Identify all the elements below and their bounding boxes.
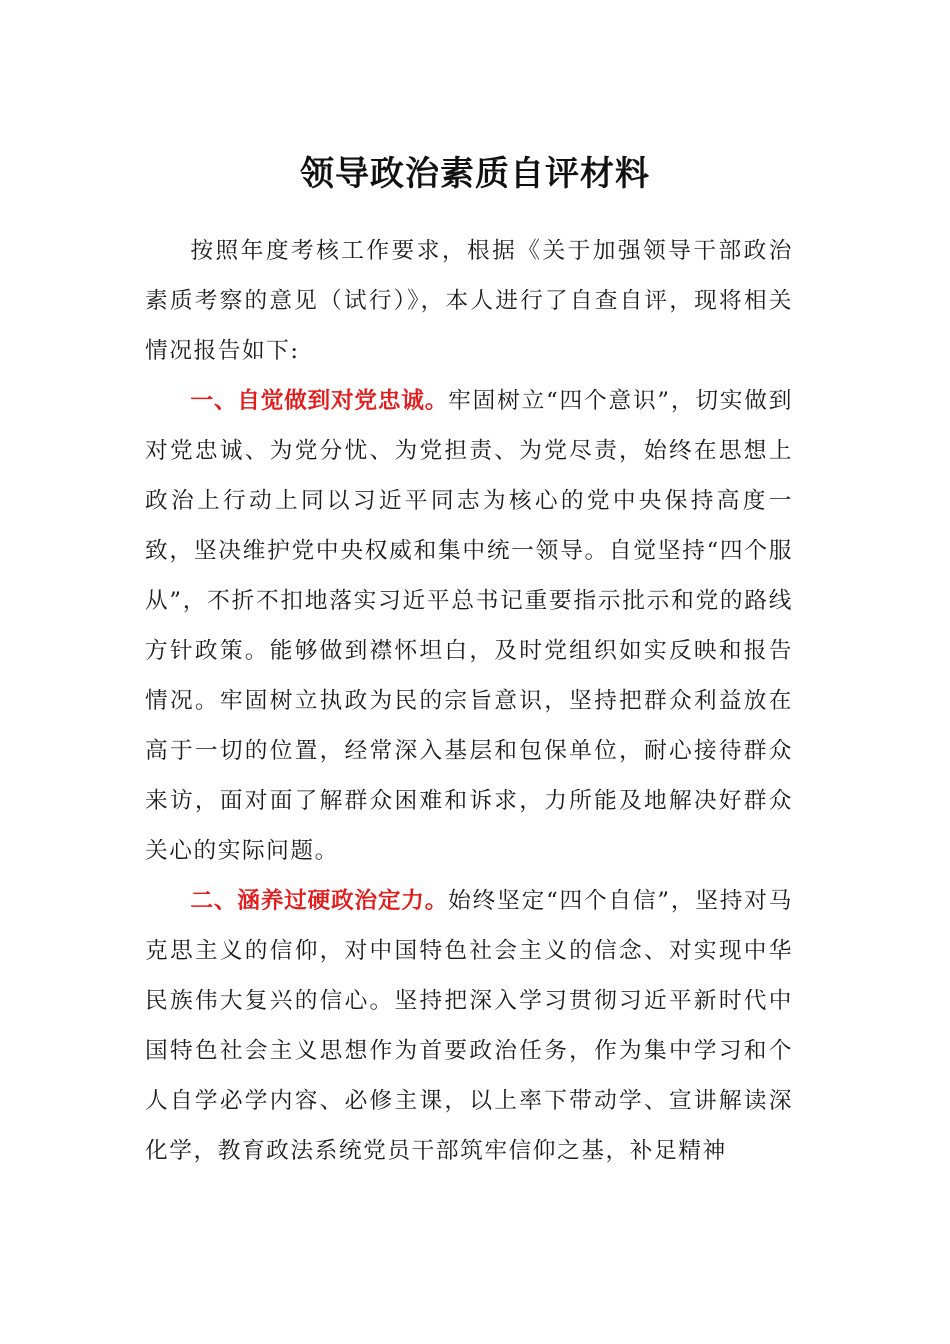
document-title: 领导政治素质自评材料 (300, 154, 650, 194)
document-body (145, 226, 793, 1176)
section-1-paragraph (145, 376, 793, 876)
intro-paragraph: 按照年度考核工作要求，根据《关于加强领导干部政治素质考察的意见（试行）》，本人进行了自查自评，现将相关情况报告如下: (145, 238, 793, 364)
section-2-heading: 二、涵养过硬政治定力。 (190, 888, 449, 914)
section-2-text: 始终坚定“四个自信”，坚持对马克思主义的信仰，对中国特色社会主义的信念、对实现中华民族伟大复兴的信心。坚持把深入学习贯彻习近平新时代中国特色社会主义思想作为首要政治任务，作为集中学习和个人自学必学内容、必修主课，以上率下带动学、宣讲解读深化学，教育政法系统党员干部筑牢信仰之基，补足精神 (145, 888, 794, 1164)
section-1-heading: 一、自觉做到对党忠诚。 (190, 388, 449, 414)
section-1-text: 牢固树立“四个意识”，切实做到对党忠诚、为党分忧、为党担责、为党尽责，始终在思想上政治上行动上同以习近平同志为核心的党中央保持高度一致，坚决维护党中央权威和集中统一领导。自觉坚持“四个服从”，不折不扣地落实习近平总书记重要指示批示和党的路线方针政策。能够做到襟怀坦白，及时党组织如实反映和报告情况。牢固树立执政为民的宗旨意识，坚持把群众利益放在高于一切的位置，经常深入基层和包保单位，耐心接待群众来访，面对面了解群众困难和诉求，力所能及地解决好群众关心的实际问题。 (145, 388, 794, 864)
section-2-paragraph (145, 876, 793, 1176)
